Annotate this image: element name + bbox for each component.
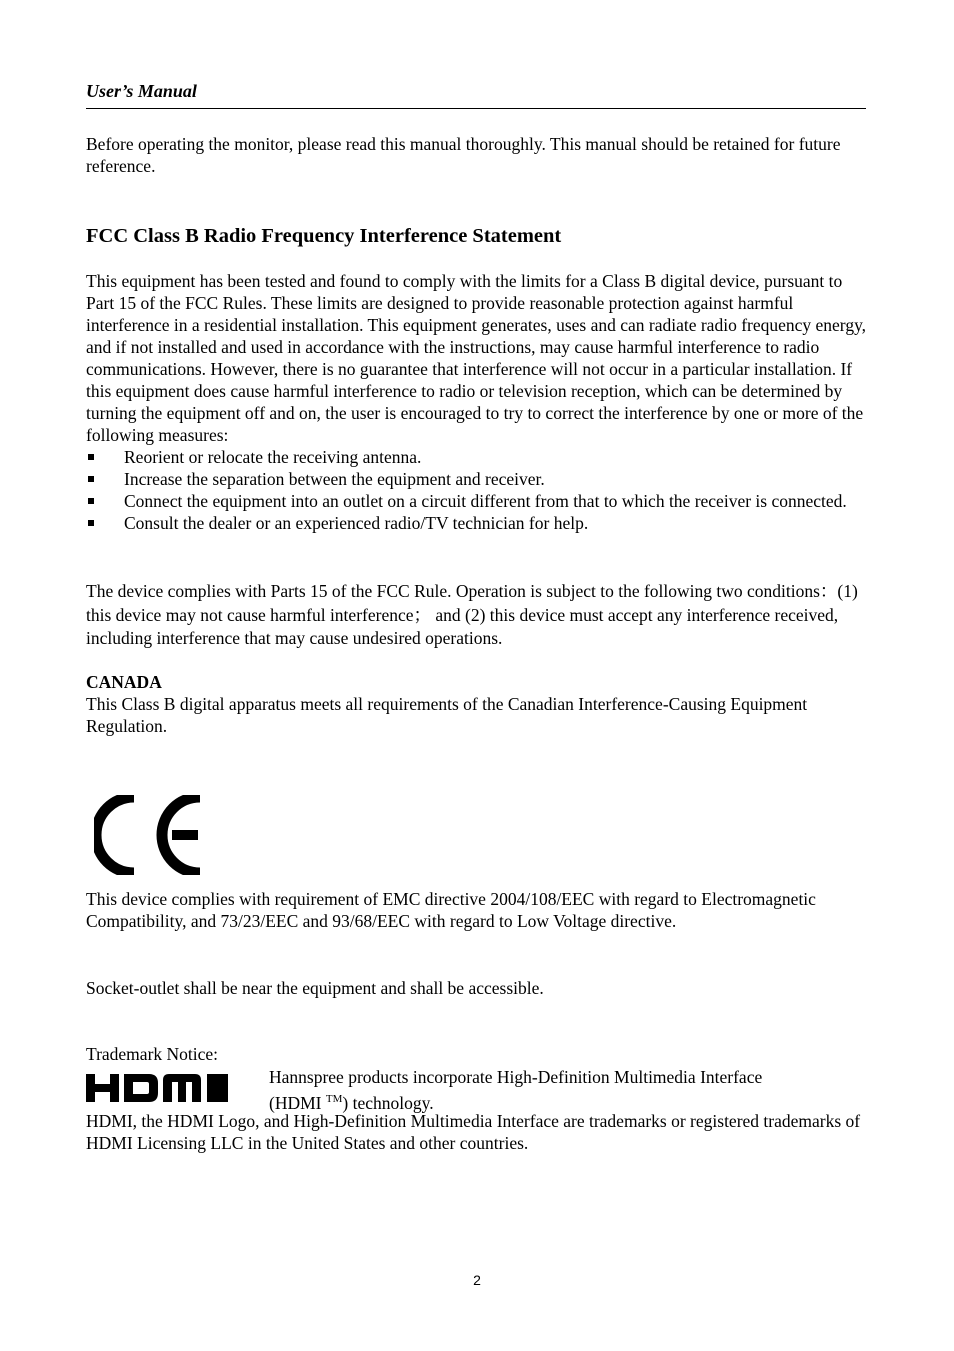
fcc-conditions: The device complies with Parts 15 of the FCC Rule. Operation is subject to the following two conditions：(1) this device may not cause harmful interference； and (2) this device must accept any interference received, including interference that may cause undesired operations. [86,581,858,648]
list-item [86,468,870,490]
bullet-icon [88,520,94,526]
hdmi-prefix: (HDMI [269,1093,326,1113]
measure-text: Connect the equipment into an outlet on a circuit different from that to which the receiver is connected. [124,491,847,511]
fcc-body: This equipment has been tested and found to comply with the limits for a Class B digital device, pursuant to Part 15 of the FCC Rules. These limits are designed to provide reasonable protection against harmful interference in a residential installation. This equipment generates, uses and can radiate radio frequency energy, and if not installed and used in accordance with the instructions, may cause harmful interference to radio communications. However, there is no guarantee that interference will not occur in a particular installation. If this equipment does cause harmful interference to radio or television reception, which can be determined by turning the equipment off and on, the user is encouraged to try to correct the interference by one or more of the following measures: [86,271,867,445]
ce-mark-logo [94,795,206,880]
header-divider [86,108,866,109]
bullet-icon [88,454,94,460]
hdmi-statement-line1: Hannspree products incorporate High-Definition Multimedia Interface [269,1067,763,1087]
hdmi-logo [86,1074,230,1107]
trademark-label: Trademark Notice: [86,1044,219,1064]
canada-heading: CANADA [86,672,162,692]
hdmi-suffix: ) technology. [342,1093,434,1113]
canada-body: This Class B digital apparatus meets all requirements of the Canadian Interference-Causing Equipment Regulation. [86,694,808,736]
intro-paragraph: Before operating the monitor, please read this manual thoroughly. This manual should be retained for future reference. [86,134,841,176]
measure-text: Increase the separation between the equipment and receiver. [124,469,545,489]
measure-text: Consult the dealer or an experienced radio/TV technician for help. [124,513,589,533]
fcc-heading: FCC Class B Radio Frequency Interference Statement [86,225,562,247]
ce-compliance-text: This device complies with requirement of EMC directive 2004/108/EEC with regard to Electromagnetic Compatibility, and 73/23/EEC and 93/68/EEC with regard to Low Voltage directive. [86,889,816,931]
manual-header-title: User’s Manual [86,81,197,101]
bullet-icon [88,476,94,482]
bullet-icon [88,498,94,504]
hdmi-trademark-body: HDMI, the HDMI Logo, and High-Definition Multimedia Interface are trademarks or registered trademarks of HDMI Licensing LLC in the United States and other countries. [86,1111,861,1153]
socket-notice: Socket-outlet shall be near the equipment and shall be accessible. [86,978,544,998]
hdmi-statement [269,1066,869,1114]
fcc-measures-list [86,446,870,534]
list-item [86,512,870,534]
list-item [86,490,870,512]
page-number: 2 [473,1272,481,1288]
measure-text: Reorient or relocate the receiving antenna. [124,447,422,467]
trademark-superscript: TM [325,1093,343,1105]
list-item [86,446,870,468]
